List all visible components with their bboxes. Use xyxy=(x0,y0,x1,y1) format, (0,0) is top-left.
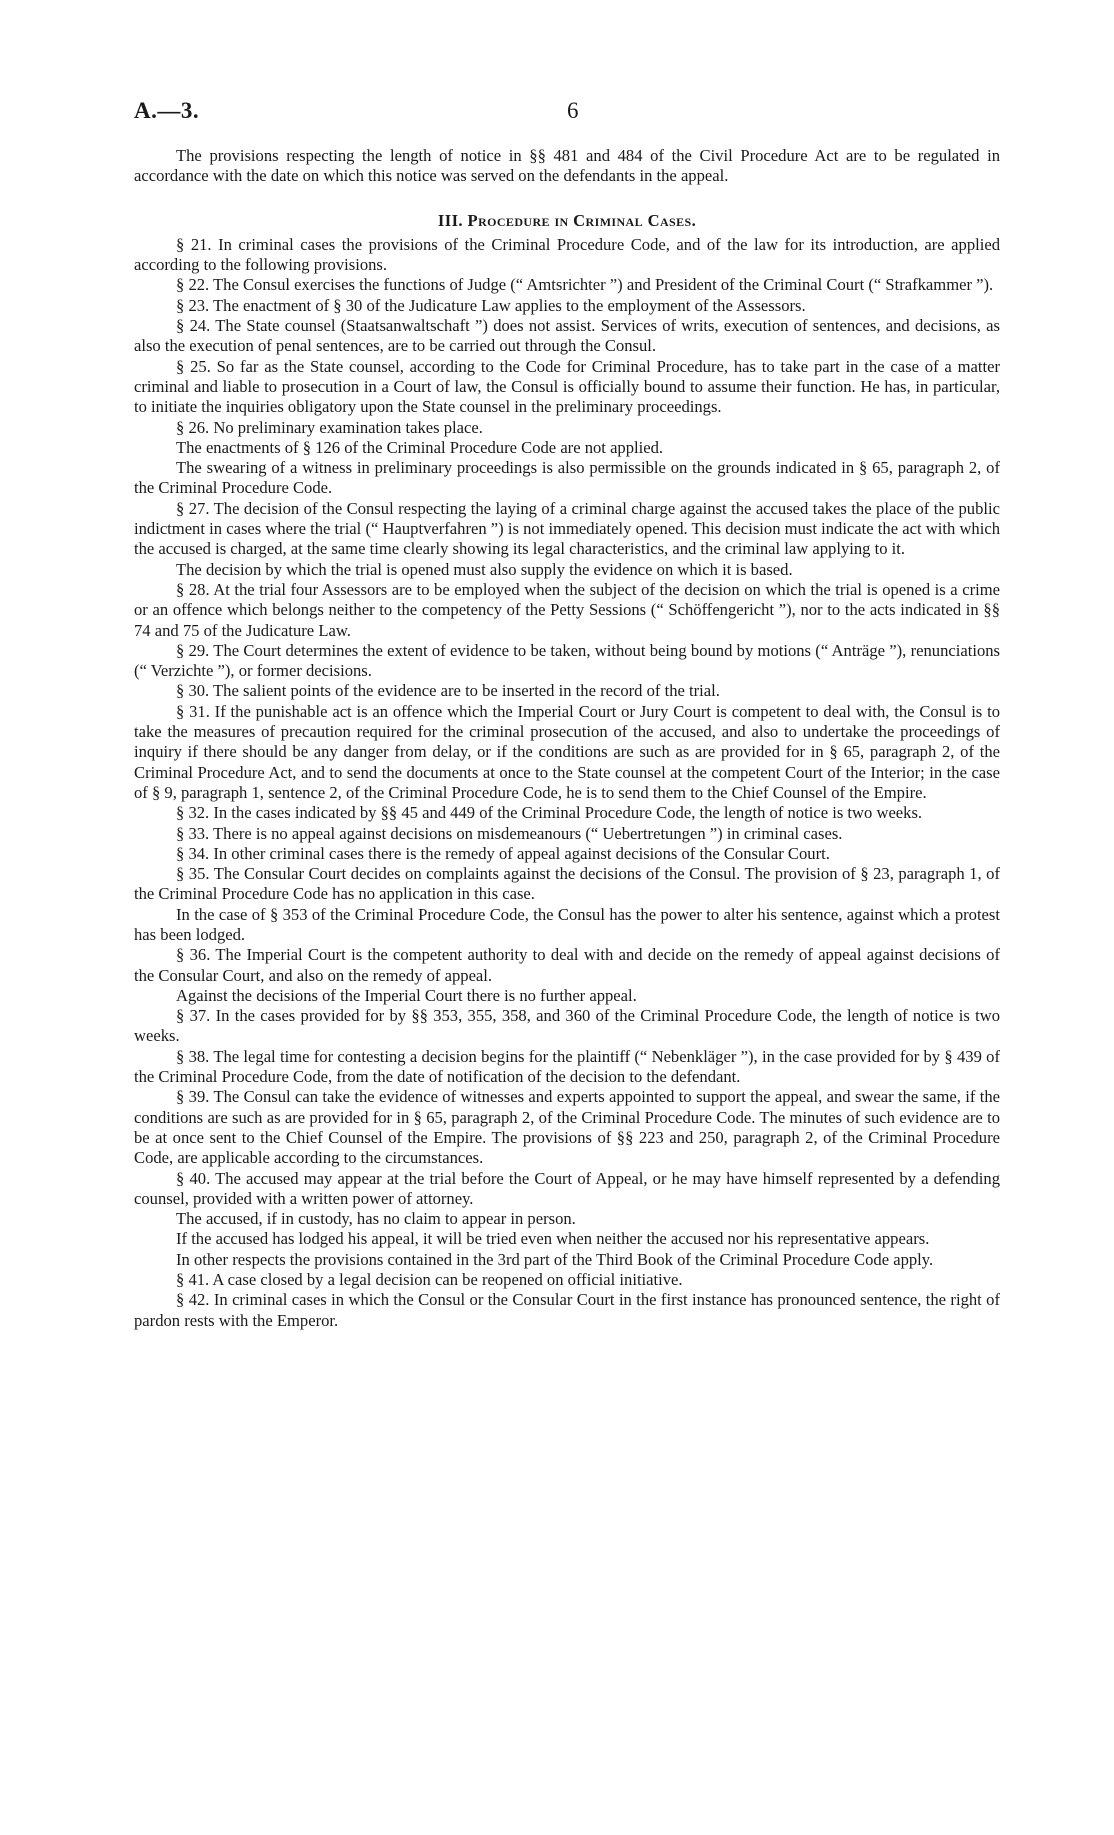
document-reference: A.—3. xyxy=(134,98,200,123)
paragraph-s36: § 36. The Imperial Court is the competent authority to deal with and decide on the remedy of appeal against decisions of the Consular Court, and also on the remedy of appeal. xyxy=(134,945,1000,985)
paragraph-s40-tried: If the accused has lodged his appeal, it will be tried even when neither the accused nor his representative appears. xyxy=(176,1229,930,1249)
paragraph-s27-decision: The decision by which the trial is opened must also supply the evidence on which it is based. xyxy=(176,559,793,579)
page-number: 6 xyxy=(567,98,579,123)
paragraph-s31: § 31. If the punishable act is an offence which the Imperial Court or Jury Court is competent to deal with, the Consul is to take the measures of precaution required for the criminal prosecution of the accused, and also to undertake the proceedings of inquiry if there should be any danger from delay, or if the conditions are such as are provided for in § 65, paragraph 2, of the Criminal Procedure Act, and to send the documents at once to the State counsel at the competent Court of the Interior; in the case of § 9, paragraph 1, sentence 2, of the Criminal Procedure Code, he is to send them to the Chief Counsel of the Empire. xyxy=(134,701,1000,802)
page-header xyxy=(134,98,1000,128)
paragraph-s33: § 33. There is no appeal against decisions on misdemeanours (“ Uebertretungen ”) in criminal cases. xyxy=(176,823,843,843)
paragraph-s40-custody: The accused, if in custody, has no claim to appear in person. xyxy=(176,1209,576,1229)
paragraph-s36-no-further-appeal: Against the decisions of the Imperial Court there is no further appeal. xyxy=(176,985,637,1005)
section-heading: III. Procedure in Criminal Cases. xyxy=(437,210,697,230)
paragraph-s29: § 29. The Court determines the extent of evidence to be taken, without being bound by motions (“ Anträge ”), renunciations (“ Verzichte ”), or former decisions. xyxy=(134,640,1000,681)
paragraph-s26-enactments: The enactments of § 126 of the Criminal Procedure Code are not applied. xyxy=(176,437,664,457)
paragraph-s26-swearing: The swearing of a witness in preliminary proceedings is also permissible on the grounds indicated in § 65, paragraph 2, of the Criminal Procedure Code. xyxy=(134,458,1000,498)
paragraph-s37: § 37. In the cases provided for by §§ 353, 355, 358, and 360 of the Criminal Procedure Code, the length of notice is two weeks. xyxy=(134,1006,1000,1046)
paragraph-s21: § 21. In criminal cases the provisions of the Criminal Procedure Code, and of the law for its introduction, are applied according to the following provisions. xyxy=(134,234,1000,275)
paragraph-s40: § 40. The accused may appear at the trial before the Court of Appeal, or he may have himself represented by a defending counsel, provided with a written power of attorney. xyxy=(134,1168,1000,1208)
paragraph-s35-alter-sentence: In the case of § 353 of the Criminal Procedure Code, the Consul has the power to alter his sentence, against which a protest has been lodged. xyxy=(134,904,1000,944)
paragraph-s25: § 25. So far as the State counsel, according to the Code for Criminal Procedure, has to take part in the case of a matter criminal and liable to prosecution in a Court of law, the Consul is officially bound to assume their function. He has, in particular, to initiate the inquiries obligatory upon the State counsel in the preliminary proceedings. xyxy=(134,356,1000,417)
paragraph-s42: § 42. In criminal cases in which the Consul or the Consular Court in the first instance has pronounced sentence, the right of pardon rests with the Emperor. xyxy=(134,1290,1000,1330)
paragraph-s30: § 30. The salient points of the evidence are to be inserted in the record of the trial. xyxy=(176,681,720,701)
paragraph-s41: § 41. A case closed by a legal decision can be reopened on official initiative. xyxy=(176,1270,683,1290)
paragraph-s38: § 38. The legal time for contesting a decision begins for the plaintiff (“ Nebenkläger ”), in the case provided for by § 439 of the Criminal Procedure Code, from the date of notification of the decision to the defendant. xyxy=(134,1046,1000,1087)
intro-paragraph: The provisions respecting the length of notice in §§ 481 and 484 of the Civil Procedure Act are to be regulated in accordance with the date on which this notice was served on the defendants in the appeal. xyxy=(134,146,1000,186)
paragraph-s35: § 35. The Consular Court decides on complaints against the decisions of the Consul. The provision of § 23, paragraph 1, of the Criminal Procedure Code has no application in this case. xyxy=(134,864,1000,904)
paragraph-s22: § 22. The Consul exercises the functions of Judge (“ Amtsrichter ”) and President of the Criminal Court (“ Strafkammer ”). xyxy=(176,275,994,295)
paragraph-s28: § 28. At the trial four Assessors are to be employed when the subject of the decision on which the trial is opened is a crime or an offence which belongs neither to the competency of the Petty Sessions (“ Schöffengericht ”), nor to the acts indicated in §§ 74 and 75 of the Judicature Law. xyxy=(134,579,1000,640)
paragraph-s26: § 26. No preliminary examination takes place. xyxy=(176,417,483,437)
paragraph-s34: § 34. In other criminal cases there is the remedy of appeal against decisions of the Consular Court. xyxy=(176,843,830,863)
paragraph-s39: § 39. The Consul can take the evidence of witnesses and experts appointed to support the appeal, and swear the same, if the conditions are such as are provided for in § 65, paragraph 2, of the Criminal Procedure Code. The minutes of such evidence are to be at once sent to the Chief Counsel of the Empire. The provisions of §§ 223 and 250, paragraph 2, of the Criminal Procedure Code, are applicable according to the circumstances. xyxy=(134,1087,1000,1168)
paragraph-s32: § 32. In the cases indicated by §§ 45 and 449 of the Criminal Procedure Code, the length of notice is two weeks. xyxy=(176,803,923,823)
paragraph-s23: § 23. The enactment of § 30 of the Judicature Law applies to the employment of the Assessors. xyxy=(176,295,806,315)
paragraph-s27: § 27. The decision of the Consul respecting the laying of a criminal charge against the accused takes the place of the public indictment in cases where the trial (“ Hauptverfahren ”) is not immediately opened. This decision must indicate the act with which the accused is charged, at the same time clearly showing its legal characteristics, and the criminal law applying to it. xyxy=(134,498,1000,559)
paragraph-s40-other-respects: In other respects the provisions contained in the 3rd part of the Third Book of the Criminal Procedure Code apply. xyxy=(176,1249,934,1269)
body-text xyxy=(134,146,1000,1331)
paragraph-s24: § 24. The State counsel (Staatsanwaltschaft ”) does not assist. Services of writs, execution of sentences, and decisions, as also the execution of penal sentences, are to be carried out through the Consul. xyxy=(134,316,1000,356)
